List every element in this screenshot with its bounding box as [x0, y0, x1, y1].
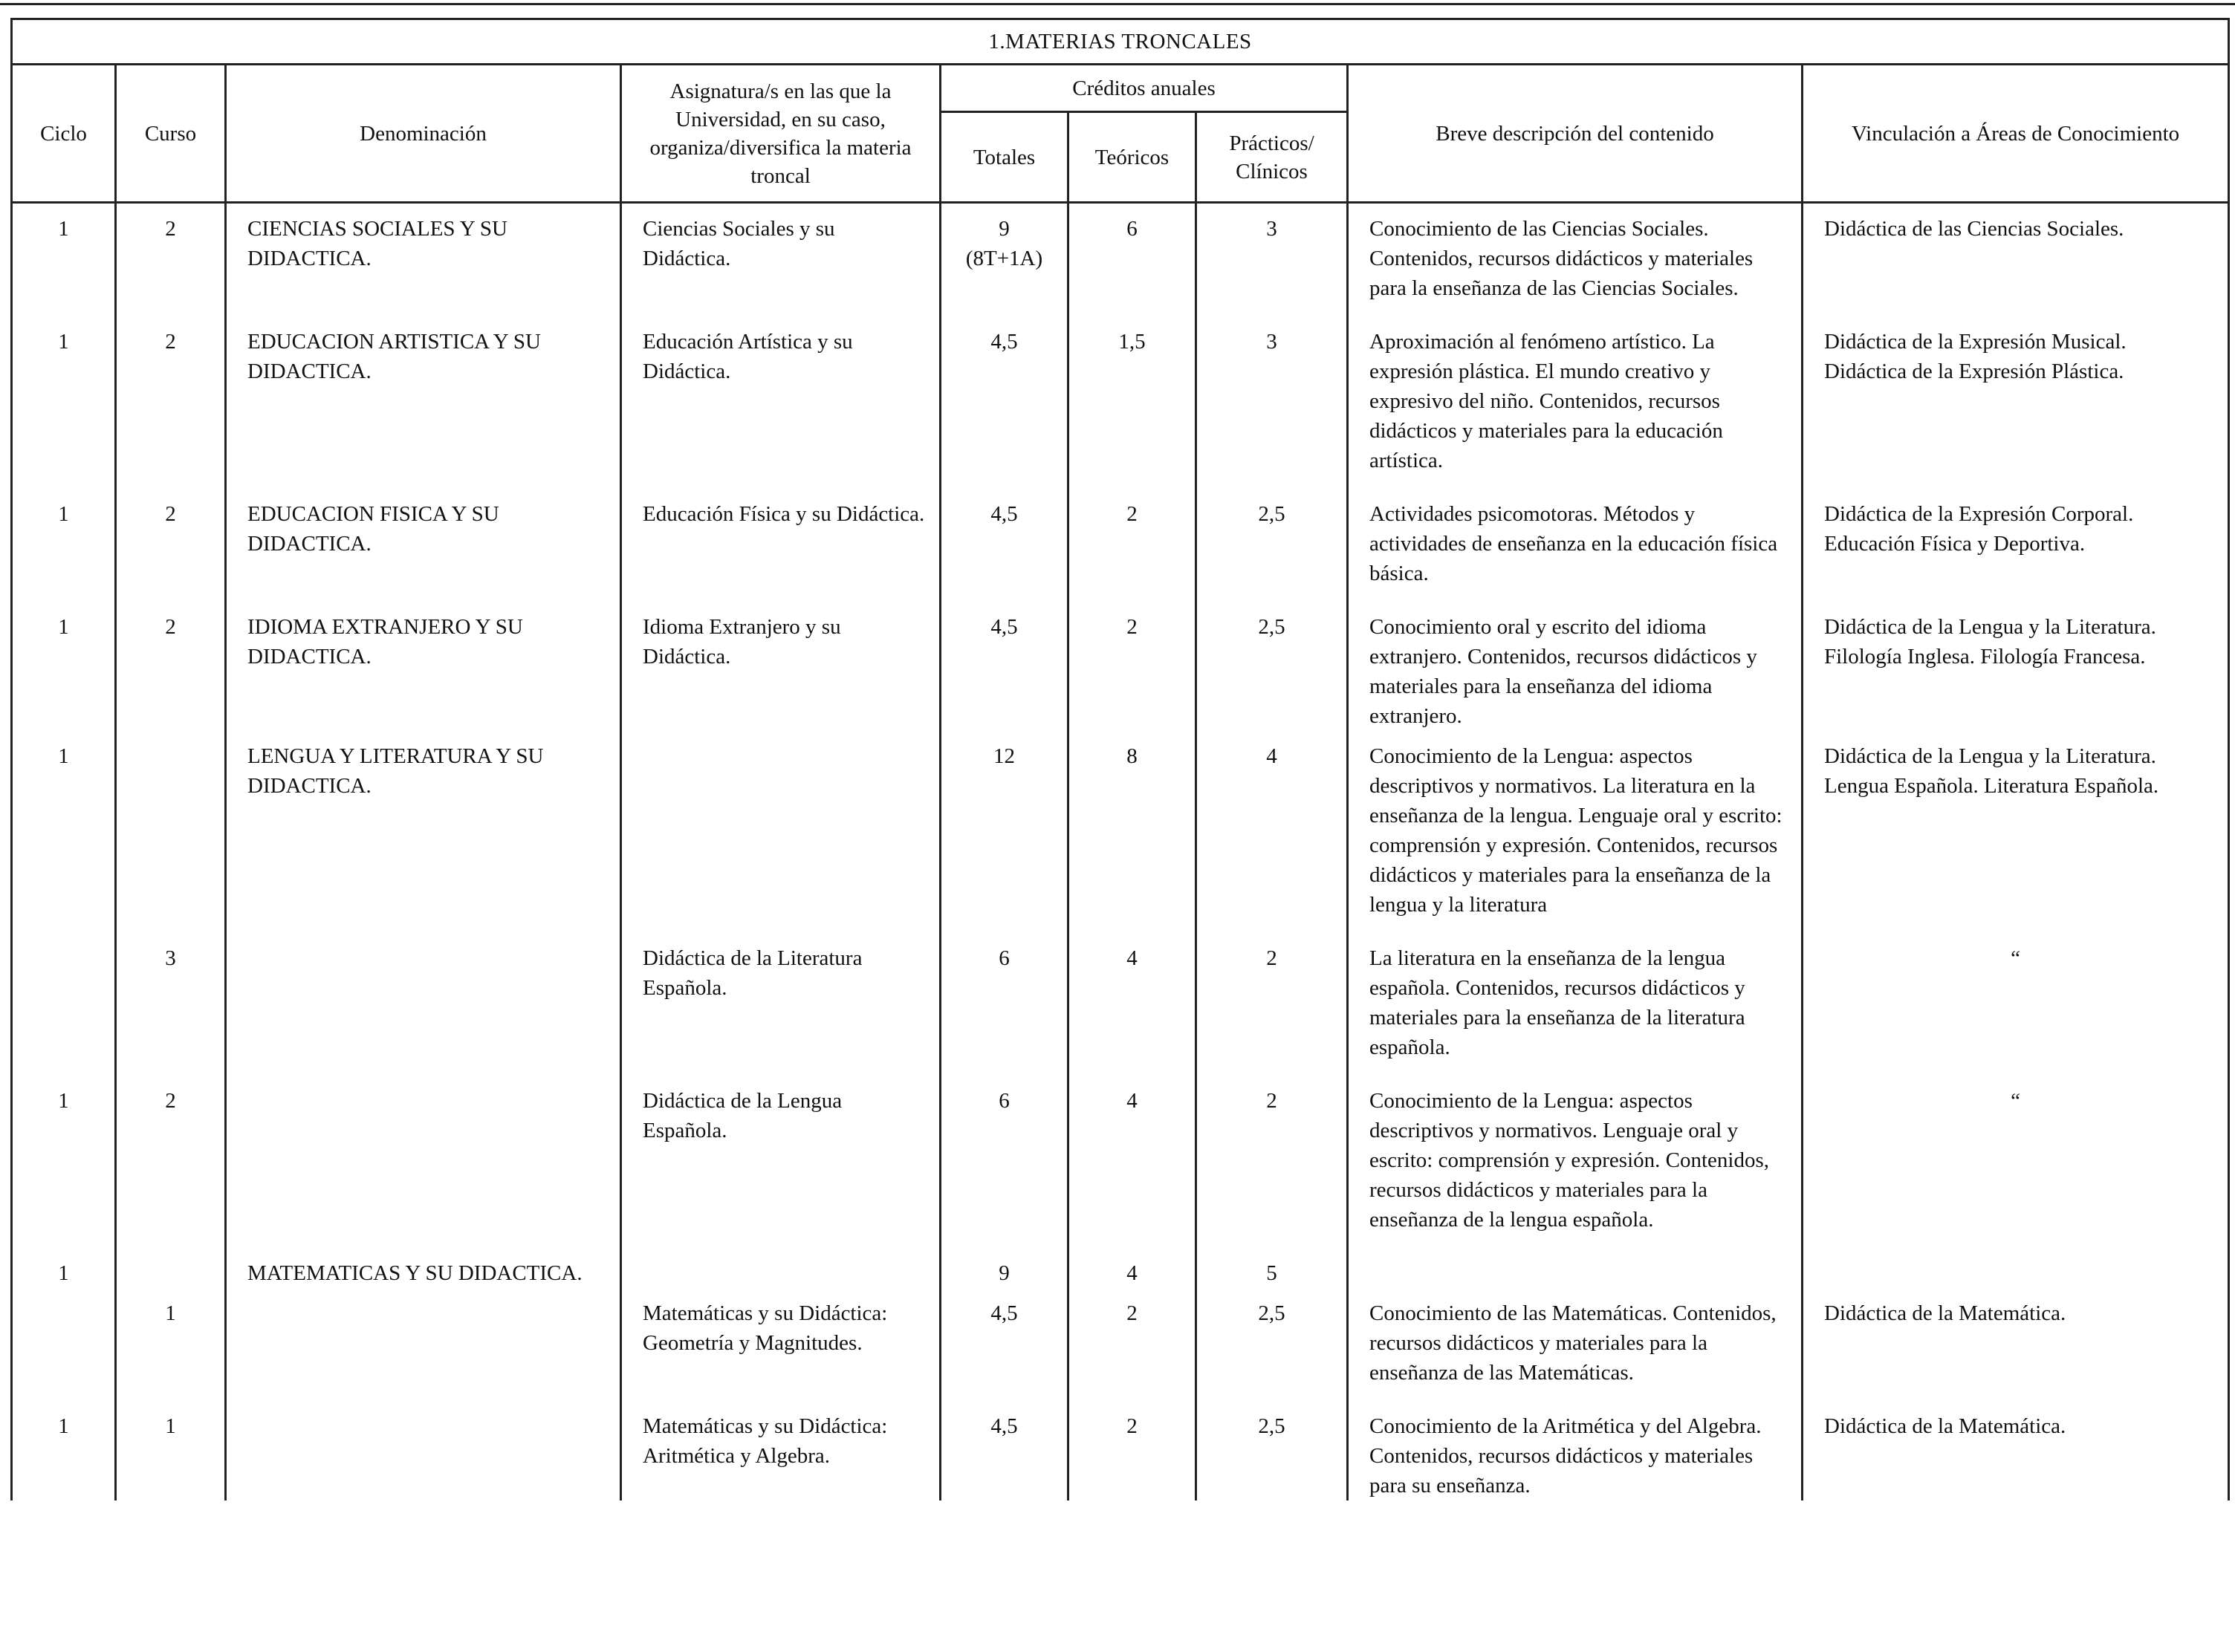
cell-totales: 4,5	[990, 1414, 1018, 1438]
cell-descripcion: Conocimiento de la Lengua: aspectos descriptivos y normativos. Lenguaje oral y escrito: comprensión y expresión. Contenidos, recursos didácticos y materiales para la enseñanza de la lengua española.	[1369, 1089, 1770, 1232]
cell-totales: 4,5	[990, 615, 1018, 639]
cell-denominacion: IDIOMA EXTRANJERO Y SU DIDACTICA.	[247, 615, 523, 669]
cell-descripcion: Conocimiento de la Lengua: aspectos descriptivos y normativos. La literatura en la enseñanza de la lengua. Lenguaje oral y escrito: comprensión y expresión. Contenidos, recursos didácticos y materiales para la enseñanza de la lengua y la literatura	[1369, 744, 1783, 917]
header-descripcion: Breve descripción del contenido	[1348, 65, 1803, 203]
cell-ciclo: 1	[58, 615, 69, 639]
cell-curso	[117, 1248, 224, 1258]
cell-practicos: 2,5	[1258, 1414, 1285, 1438]
table-frame	[10, 18, 2228, 1652]
cell-practicos: 3	[1266, 217, 1277, 241]
cell-teoricos: 6	[1126, 217, 1138, 241]
table-row	[12, 933, 2229, 1076]
cell-descripcion: Aproximación al fenómeno artístico. La expresión plástica. El mundo creativo y expresivo del niño. Contenidos, recursos didácticos y materiales para la educación artística.	[1369, 330, 1723, 472]
cell-denominacion	[247, 1401, 606, 1411]
cell-totales: 4,5	[990, 330, 1018, 354]
table-row	[12, 1076, 2229, 1248]
cell-practicos: 3	[1266, 330, 1277, 354]
cell-asignatura: Didáctica de la Lengua Española.	[643, 1089, 843, 1142]
cell-asignatura: Matemáticas y su Didáctica: Geometría y Magnitudes.	[643, 1301, 888, 1355]
cell-teoricos: 2	[1126, 615, 1138, 639]
cell-asignatura	[643, 1248, 926, 1258]
cell-vinculacion: “	[2011, 1089, 2020, 1113]
cell-ciclo: 1	[58, 502, 69, 526]
header-asignatura: Asignatura/s en las que la Universidad, en su caso, organiza/diversifica la materia troncal	[621, 65, 941, 203]
cell-curso: 2	[165, 502, 176, 526]
header-denominacion: Denominación	[226, 65, 621, 203]
header-vinculacion: Vinculación a Áreas de Conocimiento	[1803, 65, 2229, 203]
cell-totales-note: (8T+1A)	[965, 247, 1043, 270]
cell-asignatura: Educación Física y su Didáctica.	[643, 502, 925, 526]
cell-teoricos: 2	[1126, 1301, 1138, 1325]
top-rule	[0, 3, 2235, 5]
cell-teoricos: 8	[1126, 744, 1138, 768]
cell-totales: 9	[999, 217, 1010, 241]
cell-teoricos: 2	[1126, 502, 1138, 526]
cell-denominacion	[247, 1076, 606, 1086]
table-row	[12, 1248, 2229, 1288]
cell-ciclo: 1	[58, 1414, 69, 1438]
cell-practicos: 2	[1266, 1089, 1277, 1113]
header-ciclo: Ciclo	[12, 65, 116, 203]
cell-teoricos: 4	[1126, 1089, 1138, 1113]
cell-asignatura: Didáctica de la Literatura Española.	[643, 946, 863, 1000]
cell-denominacion: EDUCACION ARTISTICA Y SU DIDACTICA.	[247, 330, 541, 383]
table-row	[12, 203, 2229, 317]
cell-vinculacion	[1824, 1248, 2211, 1258]
cell-totales: 4,5	[990, 1301, 1018, 1325]
cell-teoricos: 2	[1126, 1414, 1138, 1438]
cell-teoricos: 4	[1126, 946, 1138, 970]
cell-descripcion: La literatura en la enseñanza de la lengua española. Contenidos, recursos didácticos y materiales para la enseñanza de la literatura española.	[1369, 946, 1745, 1059]
cell-descripcion: Conocimiento de la Aritmética y del Algebra. Contenidos, recursos didácticos y materiales para su enseñanza.	[1369, 1414, 1762, 1497]
cell-ciclo	[13, 933, 114, 943]
cell-curso: 3	[165, 946, 176, 970]
cell-asignatura: Ciencias Sociales y su Didáctica.	[643, 217, 835, 270]
table-title: 1.MATERIAS TRONCALES	[12, 19, 2229, 65]
header-teoricos: Teóricos	[1068, 112, 1196, 203]
table-row	[12, 316, 2229, 489]
cell-practicos: 2,5	[1258, 502, 1285, 526]
cell-vinculacion: Didáctica de la Lengua y la Literatura. Lengua Española. Literatura Española.	[1824, 744, 2159, 798]
cell-descripcion: Conocimiento de las Ciencias Sociales. Contenidos, recursos didácticos y materiales para la enseñanza de las Ciencias Sociales.	[1369, 217, 1754, 300]
cell-totales: 6	[999, 946, 1010, 970]
cell-asignatura: Idioma Extranjero y su Didáctica.	[643, 615, 841, 669]
cell-denominacion: LENGUA Y LITERATURA Y SU DIDACTICA.	[247, 744, 544, 798]
cell-curso: 1	[165, 1414, 176, 1438]
cell-vinculacion: Didáctica de la Matemática.	[1824, 1301, 2066, 1325]
cell-practicos: 2,5	[1258, 615, 1285, 639]
cell-curso: 2	[165, 330, 176, 354]
cell-descripcion: Actividades psicomotoras. Métodos y actividades de enseñanza en la educación física básica.	[1369, 502, 1778, 585]
cell-curso: 2	[165, 1089, 176, 1113]
cell-totales: 12	[993, 744, 1015, 768]
cell-denominacion: EDUCACION FISICA Y SU DIDACTICA.	[247, 502, 499, 556]
cell-totales: 4,5	[990, 502, 1018, 526]
cell-vinculacion: Didáctica de la Expresión Corporal. Educación Física y Deportiva.	[1824, 502, 2134, 556]
cell-vinculacion: Didáctica de la Matemática.	[1824, 1414, 2066, 1438]
cell-denominacion: MATEMATICAS Y SU DIDACTICA.	[247, 1261, 583, 1285]
cell-totales: 9	[999, 1261, 1010, 1285]
table-row	[12, 489, 2229, 602]
materias-table	[10, 18, 2230, 1500]
cell-curso	[117, 731, 224, 741]
cell-practicos: 5	[1266, 1261, 1277, 1285]
cell-curso: 2	[165, 217, 176, 241]
cell-vinculacion: “	[2011, 946, 2020, 970]
cell-ciclo: 1	[58, 1089, 69, 1113]
table-row	[12, 1401, 2229, 1500]
table-body	[12, 203, 2229, 1501]
table-row	[12, 1288, 2229, 1401]
cell-teoricos: 4	[1126, 1261, 1138, 1285]
cell-descripcion	[1369, 1248, 1785, 1258]
header-creditos: Créditos anuales	[941, 65, 1348, 112]
cell-curso: 2	[165, 615, 176, 639]
cell-totales: 6	[999, 1089, 1010, 1113]
cell-practicos: 2	[1266, 946, 1277, 970]
cell-ciclo: 1	[58, 217, 69, 241]
cell-asignatura: Matemáticas y su Didáctica: Aritmética y Algebra.	[643, 1414, 888, 1468]
cell-vinculacion: Didáctica de la Lengua y la Literatura. Filología Inglesa. Filología Francesa.	[1824, 615, 2156, 669]
cell-teoricos: 1,5	[1118, 330, 1146, 354]
cell-ciclo: 1	[58, 744, 69, 768]
cell-descripcion: Conocimiento de las Matemáticas. Contenidos, recursos didácticos y materiales para la enseñanza de las Matemáticas.	[1369, 1301, 1777, 1385]
cell-vinculacion: Didáctica de las Ciencias Sociales.	[1824, 217, 2124, 241]
cell-denominacion	[247, 933, 606, 943]
header-practicos: Prácticos/ Clínicos	[1196, 112, 1348, 203]
cell-vinculacion: Didáctica de la Expresión Musical. Didáctica de la Expresión Plástica.	[1824, 330, 2127, 383]
cell-ciclo: 1	[58, 330, 69, 354]
cell-curso: 1	[165, 1301, 176, 1325]
table-row	[12, 602, 2229, 731]
cell-ciclo	[13, 1288, 114, 1298]
cell-practicos: 4	[1266, 744, 1277, 768]
header-totales: Totales	[941, 112, 1068, 203]
cell-ciclo: 1	[58, 1261, 69, 1285]
cell-descripcion: Conocimiento oral y escrito del idioma extranjero. Contenidos, recursos didácticos y materiales para la enseñanza del idioma extranjero.	[1369, 615, 1757, 728]
cell-asignatura	[643, 731, 926, 741]
cell-denominacion: CIENCIAS SOCIALES Y SU DIDACTICA.	[247, 217, 507, 270]
cell-practicos: 2,5	[1258, 1301, 1285, 1325]
table-row	[12, 731, 2229, 933]
cell-denominacion	[247, 1288, 606, 1298]
header-curso: Curso	[116, 65, 226, 203]
cell-asignatura: Educación Artística y su Didáctica.	[643, 330, 853, 383]
